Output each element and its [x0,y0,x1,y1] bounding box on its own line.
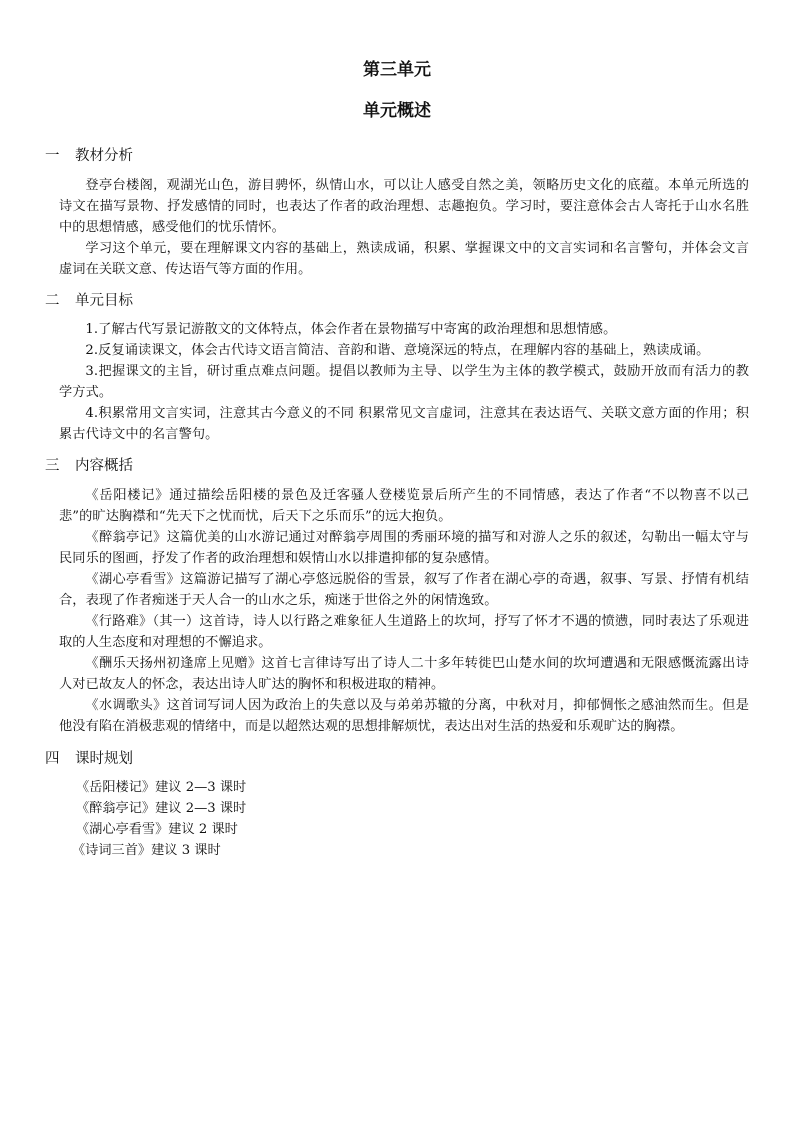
summary-paragraph: 《酬乐天扬州初逢席上见赠》这首七言律诗写出了诗人二十多年转徙巴山楚水间的坎坷遭遇和无限感慨流露出诗人对已故友人的怀念，表达出诗人旷达的胸怀和积极进取的精神。 [59,656,749,693]
section-heading-summary [45,456,133,476]
summary-paragraph: 《岳阳楼记》通过描绘岳阳楼的景色及迁客骚人登楼览景后所产生的不同情感，表达了作者“不以物喜不以己悲”的旷达胸襟和“先天下之忧而忧，后天下之乐而乐”的远大抱负。 [59,488,749,525]
section-number: 三 [45,458,60,474]
schedule-item: 《诗词三首》建议 3 课时 [72,843,221,858]
goal-item: 2.反复诵读课文，体会古代诗文语言简洁、音韵和谐、意境深远的特点，在理解内容的基础上，熟读成诵。 [85,343,710,358]
unit-subtitle: 单元概述 [363,101,431,121]
summary-paragraph: 《行路难》（其一）这首诗，诗人以行路之难象征人生道路上的坎坷，抒写了怀才不遇的愤懑，同时表达了乐观进取的人生态度和对理想的不懈追求。 [59,614,749,651]
summary-paragraph: 《湖心亭看雪》这篇游记描写了湖心亭悠远脱俗的雪景，叙写了作者在湖心亭的奇遇，叙事、写景、抒情有机结合，表现了作者痴迷于天人合一的山水之乐，痴迷于世俗之外的闲情逸致。 [59,572,749,609]
summary-paragraph: 《醉翁亭记》这篇优美的山水游记通过对醉翁亭周围的秀丽环境的描写和对游人之乐的叙述，勾勒出一幅太守与民同乐的图画，抒发了作者的政治理想和娱情山水以排遣抑郁的复杂感情。 [59,530,749,567]
goal-item: 3.把握课文的主旨，研讨重点难点问题。提倡以教师为主导、以学生为主体的教学模式，鼓励开放而有活力的教学方式。 [59,364,749,401]
section-number: 四 [45,751,60,767]
section-heading-materials [45,146,133,166]
section-heading-schedule [45,749,133,769]
paragraph: 登亭台楼阁，观湖光山色，游目骋怀，纵情山水，可以让人感受自然之美，领略历史文化的底蕴。本单元所选的诗文在描写景物、抒发感情的同时，也表达了作者的政治理想、志趣抱负。学习时，要注意体会古人寄托于山水名胜中的思想情感，感受他们的忧乐情怀。 [59,178,749,236]
section-heading-goals [45,291,133,311]
section-heading-text: 单元目标 [75,293,133,309]
section-heading-text: 课时规划 [75,751,133,767]
unit-title: 第三单元 [363,60,431,80]
goal-item: 4.积累常用文言实词，注意其古今意义的不同 积累常见文言虚词，注意其在表达语气、关联文意方面的作用；积累古代诗文中的名言警句。 [59,406,749,443]
schedule-item: 《岳阳楼记》建议 2—3 课时 [76,780,247,795]
paragraph: 学习这个单元，要在理解课文内容的基础上，熟读成诵，积累、掌握课文中的文言实词和名言警句，并体会文言虚词在关联文意、传达语气等方面的作用。 [59,241,749,278]
goal-item: 1.了解古代写景记游散文的文体特点，体会作者在景物描写中寄寓的政治理想和思想情感。 [85,322,617,337]
section-heading-text: 教材分析 [75,148,133,164]
section-number: 二 [45,293,60,309]
section-number: 一 [45,148,60,164]
section-heading-text: 内容概括 [75,458,133,474]
schedule-item: 《湖心亭看雪》建议 2 课时 [76,822,238,837]
schedule-item: 《醉翁亭记》建议 2—3 课时 [76,801,247,816]
summary-paragraph: 《水调歌头》这首词写词人因为政治上的失意以及与弟弟苏辙的分离，中秋对月，抑郁惆怅之感油然而生。但是他没有陷在消极悲观的情绪中，而是以超然达观的思想排解烦忧，表达出对生活的热爱和乐观旷达的胸襟。 [59,698,749,735]
